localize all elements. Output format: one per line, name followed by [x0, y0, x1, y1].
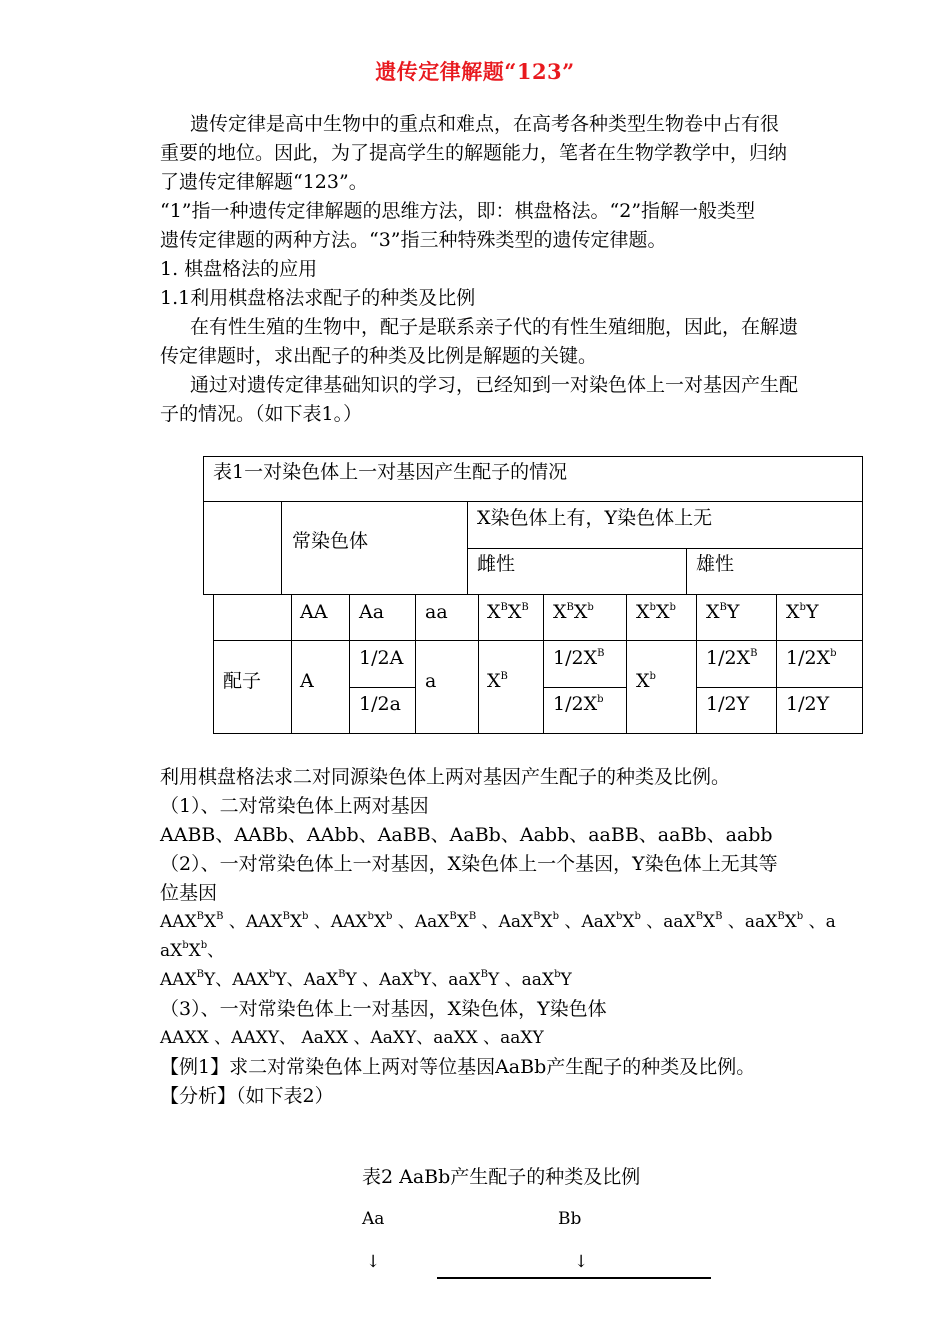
- male-header: 雄性: [696, 553, 735, 575]
- case-2-genotypes-line-2: $aX^bX^b$、: [160, 940, 225, 961]
- genotype-aa: aa: [425, 601, 448, 623]
- paragraph-line: 遗传定律题的两种方法。“3”指三种特殊类型的遗传定律题。: [160, 229, 667, 251]
- analysis-label: 【分析】（如下表2）: [160, 1085, 334, 1107]
- gamete-half-XB: $1/2X^B$: [553, 647, 605, 669]
- table-2-caption: 表2 AaBb产生配子的种类及比例: [362, 1166, 641, 1188]
- paragraph-line: 在有性生殖的生物中，配子是联系亲子代的有性生殖细胞，因此，在解遗: [190, 316, 799, 338]
- female-header: 雌性: [477, 553, 516, 575]
- gamete-half-Xb-male: $1/2X^b$: [786, 647, 837, 669]
- down-arrow-icon: ↓: [366, 1252, 381, 1272]
- gamete-half-Xb: $1/2X^b$: [553, 693, 604, 715]
- table-2-left-genotype: Aa: [362, 1209, 385, 1229]
- gamete-a: a: [425, 670, 437, 692]
- table-2-right-genotype: Bb: [558, 1209, 582, 1229]
- paragraph-line: “1”指一种遗传定律解题的思维方法，即：棋盘格法。“2”指解一般类型: [160, 200, 756, 222]
- page-title: 遗传定律解题“123”: [375, 59, 575, 84]
- x-chromosome-header: X染色体上有，Y染色体上无: [477, 507, 713, 529]
- down-arrow-icon: ↓: [574, 1252, 589, 1272]
- paragraph-line: 利用棋盘格法求二对同源染色体上两对基因产生配子的种类及比例。: [160, 766, 731, 788]
- gamete-A: A: [300, 670, 314, 692]
- genotype-XBXB: $X^BX^B$: [487, 601, 529, 623]
- case-3-genotypes: AAXX 、AAXY、 AaXX 、AaXY、aaXX 、aaXY: [160, 1028, 544, 1048]
- case-2-heading: （2）、一对常染色体上一对基因，X染色体上一个基因，Y染色体上无其等: [160, 853, 778, 875]
- paragraph-line: 重要的地位。因此，为了提高学生的解题能力，笔者在生物学教学中，归纳: [160, 142, 788, 164]
- paragraph-line: 了遗传定律解题“123”。: [160, 171, 368, 193]
- genotype-XbY: $X^bY$: [786, 601, 819, 623]
- gamete-Xb: $X^b$: [636, 670, 656, 692]
- case-2-genotypes-line-3: $AAX^BY$、AAX$^b$Y、AaX$^B$Y 、AaX$^b$Y、aaX$^B$Y 、aaX$^b$Y: [160, 969, 572, 990]
- case-1-heading: （1）、二对常染色体上两对基因: [160, 795, 429, 817]
- paragraph-line: 遗传定律是高中生物中的重点和难点，在高考各种类型生物卷中占有很: [190, 113, 780, 135]
- section-heading: 1. 棋盘格法的应用: [160, 258, 318, 280]
- genotype-AA: AA: [300, 601, 328, 623]
- table-2-rule: [437, 1277, 711, 1279]
- gamete-XB: $X^B$: [487, 670, 508, 692]
- gamete-half-Y: 1/2Y: [786, 693, 830, 715]
- gamete-half-a: 1/2a: [359, 693, 401, 715]
- paragraph-line: 通过对遗传定律基础知识的学习，已经知到一对染色体上一对基因产生配: [190, 374, 799, 396]
- genotype-XbXb: $X^bX^b$: [636, 601, 676, 623]
- case-2-heading-cont: 位基因: [160, 882, 218, 904]
- autosome-header: 常染色体: [292, 530, 369, 552]
- genotype-XBXb: $X^BX^b$: [553, 601, 594, 623]
- gamete-row-label: 配子: [223, 670, 262, 692]
- paragraph-line: 传定律题时，求出配子的种类及比例是解题的关键。: [160, 345, 598, 367]
- case-3-heading: （3）、一对常染色体上一对基因，X染色体，Y染色体: [160, 998, 607, 1020]
- paragraph-line: 子的情况。（如下表1。）: [160, 403, 363, 425]
- genotype-Aa: Aa: [359, 601, 385, 623]
- gamete-half-Y: 1/2Y: [706, 693, 750, 715]
- table-1-caption: 表1一对染色体上一对基因产生配子的情况: [213, 461, 568, 483]
- example-1: 【例1】求二对常染色体上两对等位基因AaBb产生配子的种类及比例。: [160, 1056, 756, 1078]
- gamete-half-A: 1/2A: [359, 647, 404, 669]
- case-1-genotypes: AABB、AABb、AAbb、AaBB、AaBb、Aabb、aaBB、aaBb、aabb: [160, 824, 773, 846]
- subsection-heading: 1.1利用棋盘格法求配子的种类及比例: [160, 287, 476, 309]
- genotype-XBY: $X^BY$: [706, 601, 740, 623]
- case-2-genotypes-line-1: $AAX^BX^B$ 、$AAX^BX^b$ 、$AAX^bX^b$ 、$AaX^BX^B$ 、$AaX^BX^b$ 、$AaX^bX^b$ 、$aaX^BX^B$ 、$aaX^BX^b$ 、a: [160, 911, 836, 932]
- gamete-half-XB-male: $1/2X^B$: [706, 647, 758, 669]
